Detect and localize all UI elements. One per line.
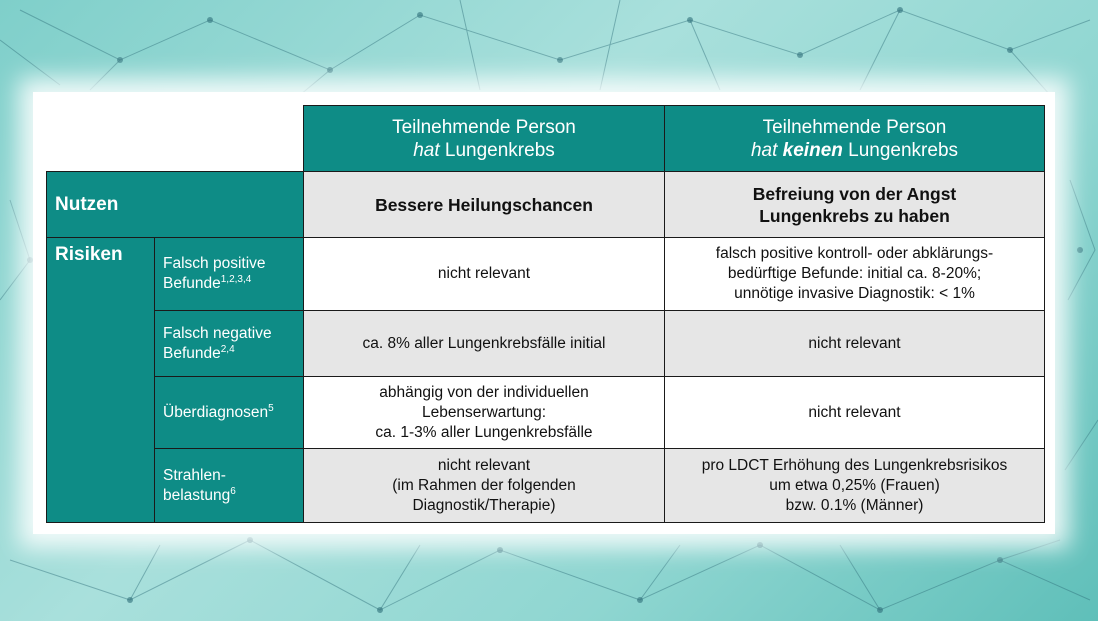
header-col1-rest: Lungenkrebs — [439, 139, 555, 161]
nutzen-col1: Bessere Heilungschancen — [304, 172, 665, 238]
row-label-risiken: Risiken — [47, 238, 155, 523]
false-positive-col2: falsch positive kontroll- oder abklärungs- bedürftige Befunde: initial ca. 8-20%; unnötige invasive Diagnostik: < 1% — [665, 238, 1045, 311]
header-col-has-cancer — [304, 106, 665, 172]
risk-label-overdiagnosis: Überdiagnosen$^5$ — [155, 377, 304, 449]
header-col2-line1: Teilnehmende Person — [762, 116, 947, 138]
header-col-no-cancer — [665, 106, 1045, 172]
header-col2-rest: Lungenkrebs — [842, 139, 959, 161]
risk-label-radiation: Strahlen- belastung$^6$ — [155, 449, 304, 523]
header-col1-line1: Teilnehmende Person — [392, 116, 576, 138]
footnote-ref: 5 — [268, 402, 274, 414]
header-empty-corner — [47, 106, 304, 172]
risk-label-false-negative: Falsch negative Befunde$^{2,4}$ — [155, 311, 304, 377]
footnote-ref: 2,4 — [220, 343, 235, 355]
false-positive-col1: nicht relevant — [304, 238, 665, 311]
nutzen-col2: Befreiung von der Angst Lungenkrebs zu haben — [665, 172, 1045, 238]
risk-label-false-positive: Falsch positive Befunde$^{1,2,3,4}$ — [155, 238, 304, 311]
header-col1-emph: hat — [413, 139, 440, 161]
false-negative-col1: ca. 8% aller Lungenkrebsfälle initial — [304, 311, 665, 377]
header-col2-strong: keinen — [782, 139, 843, 161]
screening-benefit-risk-table — [46, 105, 1045, 523]
footnote-ref: 6 — [230, 485, 236, 497]
overdiagnosis-col2: nicht relevant — [665, 377, 1045, 449]
footnote-ref: 1,2,3,4 — [220, 273, 252, 285]
header-col2-emph: hat — [750, 139, 778, 161]
radiation-col1: nicht relevant (im Rahmen der folgenden Diagnostik/Therapie) — [304, 449, 665, 523]
overdiagnosis-col1: abhängig von der individuellen Lebenserwartung: ca. 1-3% aller Lungenkrebsfälle — [304, 377, 665, 449]
radiation-col2: pro LDCT Erhöhung des Lungenkrebsrisikos um etwa 0,25% (Frauen) bzw. 0.1% (Männer) — [665, 449, 1045, 523]
false-negative-col2: nicht relevant — [665, 311, 1045, 377]
row-label-nutzen: Nutzen — [47, 172, 304, 238]
